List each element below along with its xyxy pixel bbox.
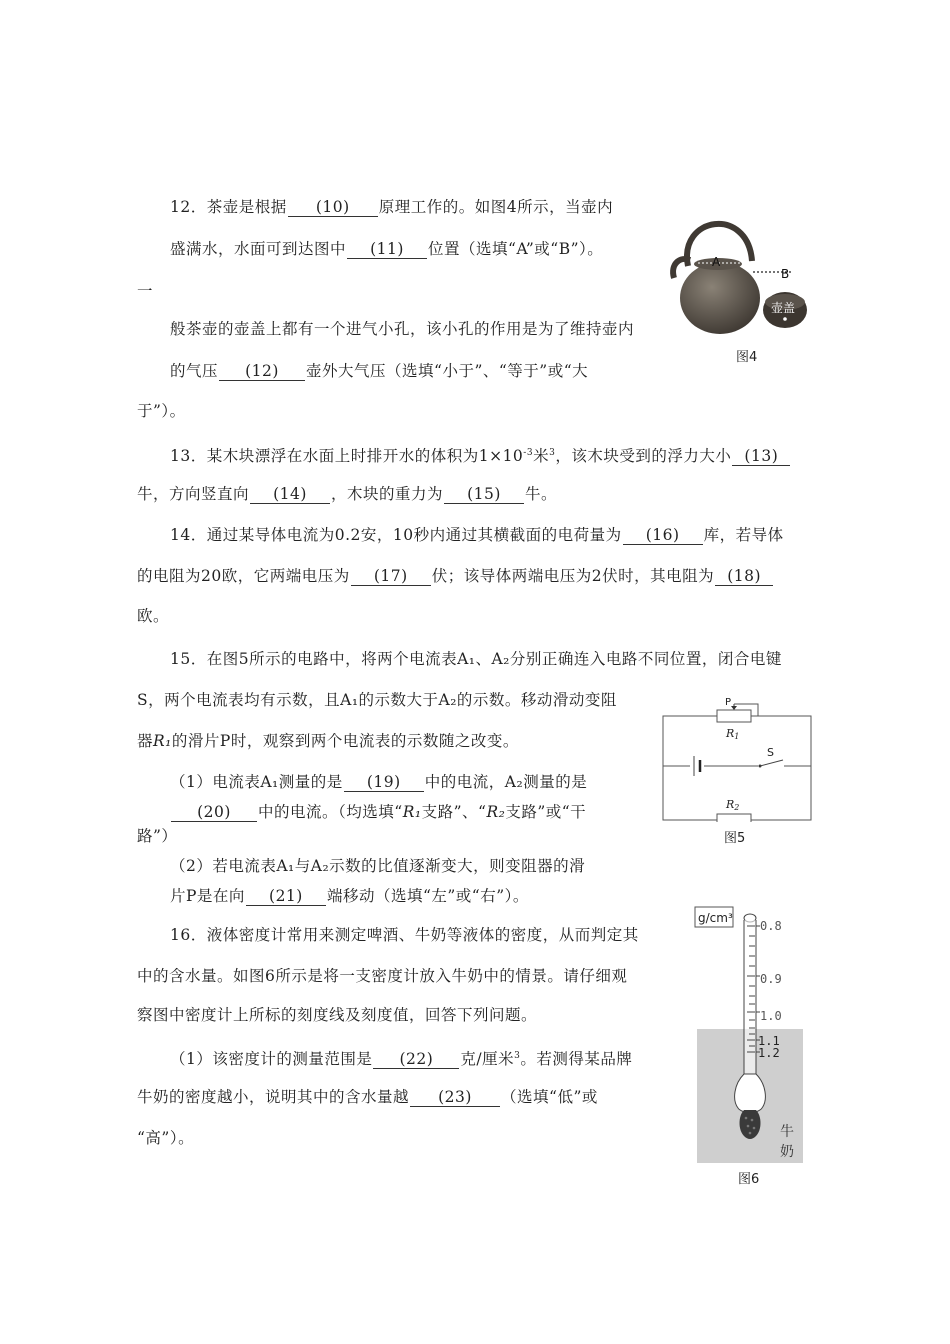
switch-s-label: S — [767, 746, 774, 759]
fig6-caption: 图6 — [738, 1172, 760, 1187]
text: 片P是在向 — [170, 887, 245, 905]
tick-1-2: 1.2 — [758, 1046, 780, 1060]
r1-label: R1 — [726, 727, 740, 741]
q14-line2 — [137, 565, 774, 587]
blank-11[interactable]: (11) — [347, 240, 427, 259]
blank-12[interactable]: (12) — [219, 362, 305, 381]
text: 克/厘米 — [460, 1050, 515, 1069]
q16-line1: 16．液体密度计常用来测定啤酒、牛奶等液体的密度，从而判定其 — [170, 926, 639, 944]
text: 支路”或“干 — [505, 803, 587, 821]
text: 的滑片P时，观察到两个电流表的示数随之改变。 — [171, 732, 519, 750]
q13-line1 — [170, 442, 791, 467]
milk-label-2: 奶 — [780, 1144, 794, 1160]
q12-dash: 一 — [137, 282, 154, 300]
q15-line1: 15．在图5所示的电路中，将两个电流表A₁、A₂分别正确连入电路不同位置，闭合电键 — [170, 650, 782, 668]
blank-13[interactable]: (13) — [732, 447, 790, 466]
text: 伏；该导体两端电压为2伏时，其电阻为 — [431, 567, 715, 585]
text: 牛，方向竖直向 — [137, 485, 250, 503]
q15-part2-line2 — [170, 885, 529, 907]
text: 14．通过某导体电流为0.2安，10秒内通过其横截面的电荷量为 — [170, 526, 622, 544]
q12-line3: 般茶壶的壶盖上都有一个进气小孔，该小孔的作用是为了维持壶内 — [170, 320, 635, 338]
q15-line3 — [137, 730, 519, 752]
blank-14[interactable]: (14) — [250, 485, 330, 504]
text: 支路”、“ — [421, 803, 487, 821]
text: ，该木块受到的浮力大小 — [555, 447, 732, 466]
r1-symbol: R₁ — [153, 732, 172, 750]
tick-0-9: 0.9 — [760, 972, 782, 986]
text: 壶外大气压（选填“小于”、“等于”或“大 — [306, 362, 589, 380]
r2-label: R2 — [726, 798, 740, 812]
text: 中的电流。（均选填“ — [258, 803, 403, 821]
text: （1）该密度计的测量范围是 — [170, 1050, 373, 1069]
blank-20[interactable]: (20) — [171, 803, 257, 822]
q12-line2 — [170, 238, 603, 260]
blank-16[interactable]: (16) — [623, 526, 703, 545]
q16-part1-line1 — [170, 1045, 632, 1070]
milk-label-1: 牛 — [780, 1124, 794, 1140]
text: 12．茶壶是根据 — [170, 198, 287, 216]
q15-part1-line2 — [170, 801, 586, 823]
q12-line1 — [170, 196, 613, 218]
tick-1-0: 1.0 — [760, 1009, 782, 1023]
text: 中的电流，A₂测量的是 — [424, 773, 588, 791]
text: 位置（选填“A”或“B”）。 — [428, 240, 604, 258]
r2-symbol: R₂ — [486, 803, 506, 821]
text: 库，若导体 — [703, 526, 784, 544]
blank-22[interactable]: (22) — [373, 1050, 459, 1069]
blank-19[interactable]: (19) — [344, 773, 424, 792]
text: 牛奶的密度越小，说明其中的含水量越 — [137, 1088, 410, 1106]
blank-15[interactable]: (15) — [444, 485, 524, 504]
text: （选填“低”或 — [501, 1088, 598, 1106]
tick-1-1: 1.1 — [758, 1034, 780, 1048]
circuit-figure — [662, 694, 812, 822]
q16-part1-line2 — [137, 1086, 598, 1108]
exponent: 3 — [549, 448, 556, 458]
q12-line5: 于”）。 — [137, 402, 186, 420]
text: 器 — [137, 732, 154, 750]
text: ，木块的重力为 — [331, 485, 444, 503]
text: 牛。 — [525, 485, 558, 503]
teapot-figure — [668, 206, 808, 346]
text: 13．某木块漂浮在水面上时排开水的体积为1×10 — [170, 447, 524, 466]
r1-symbol: R₁ — [402, 803, 422, 821]
text: 米 — [533, 447, 550, 466]
q16-part1-line3: “高”）。 — [137, 1129, 195, 1147]
text: 。若测得某品牌 — [520, 1050, 633, 1069]
hydrometer-figure — [694, 904, 806, 1164]
label-b: B — [781, 267, 790, 281]
q13-line2 — [137, 483, 557, 505]
q15-part1-line3: 路”） — [137, 827, 178, 845]
q14-line3: 欧。 — [137, 607, 170, 625]
blank-18[interactable]: (18) — [715, 567, 773, 586]
slider-p-label: P — [725, 697, 732, 708]
unit-label: g/cm³ — [698, 911, 733, 925]
q15-line2: S，两个电流表均有示数，且A₁的示数大于A₂的示数。移动滑动变阻 — [137, 691, 617, 709]
text: 端移动（选填“左”或“右”）。 — [326, 887, 529, 905]
exponent: 3 — [514, 1051, 521, 1061]
text: 原理工作的。如图4所示，当壶内 — [378, 198, 614, 216]
text: 的气压 — [170, 362, 219, 380]
label-a: A — [712, 255, 721, 269]
text: 盛满水，水面可到达图中 — [170, 240, 347, 258]
q16-line2: 中的含水量。如图6所示是将一支密度计放入牛奶中的情景。请仔细观 — [137, 967, 628, 985]
blank-10[interactable]: (10) — [288, 198, 378, 217]
q15-part1-line1 — [170, 771, 587, 793]
blank-17[interactable]: (17) — [351, 567, 431, 586]
q15-part2-line1: （2）若电流表A₁与A₂示数的比值逐渐变大，则变阻器的滑 — [170, 857, 586, 875]
fig5-caption: 图5 — [724, 831, 746, 846]
q16-line3: 察图中密度计上所标的刻度线及刻度值，回答下列问题。 — [137, 1006, 538, 1024]
lid-label: 壶盖 — [771, 301, 796, 315]
text: 的电阻为20欧，它两端电压为 — [137, 567, 350, 585]
blank-23[interactable]: (23) — [410, 1088, 500, 1107]
q12-line4 — [170, 360, 588, 382]
tick-0-8: 0.8 — [760, 919, 782, 933]
q14-line1 — [170, 524, 784, 546]
fig4-caption: 图4 — [736, 350, 758, 365]
blank-21[interactable]: (21) — [246, 887, 326, 906]
exponent: -3 — [523, 448, 534, 458]
text: （1）电流表A₁测量的是 — [170, 773, 343, 791]
